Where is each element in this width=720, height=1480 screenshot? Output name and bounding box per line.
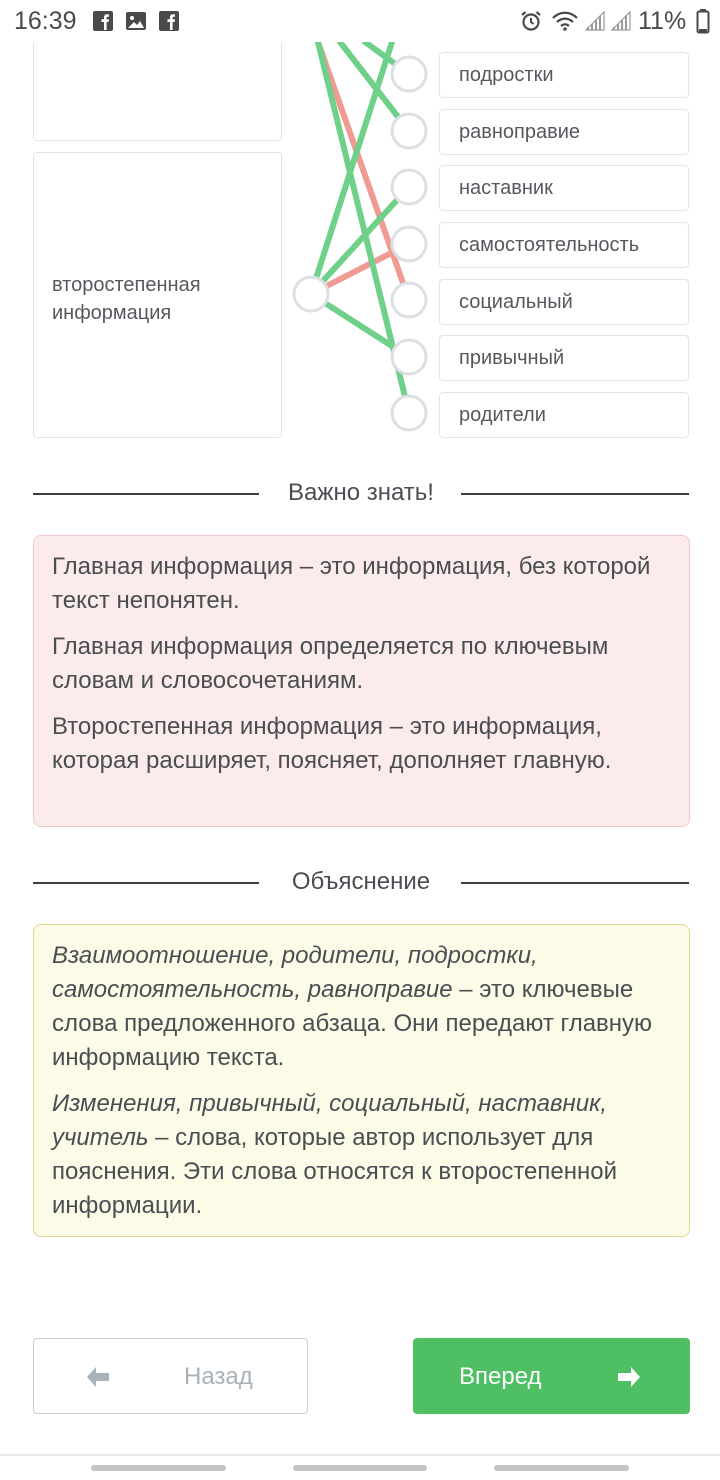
gesture-bar <box>293 1465 427 1471</box>
important-paragraph: Главная информация определяется по ключевым словам и словосочетаниям. <box>52 633 609 694</box>
back-button-label: Назад <box>184 1363 253 1390</box>
word-card[interactable]: наставник <box>439 165 689 211</box>
header-divider-right <box>461 493 689 495</box>
explanation-text: – это ключевые слова предложенного абзаца. Они передают главную информацию текста. <box>52 976 653 1071</box>
explanation-keywords: Взаимоотношение, родители, подростки, самостоятельность, равноправие <box>52 942 538 1003</box>
explanation-title: Объяснение <box>291 868 431 895</box>
important-paragraph: Главная информация – это информация, без которой текст непонятен. <box>52 553 651 614</box>
explanation-header <box>33 868 689 898</box>
explanation-box <box>33 924 690 1237</box>
explanation-text: – слова, которые автор использует для пояснения. Эти слова относятся к второстепенной информации. <box>52 1124 617 1219</box>
arrow-right-icon <box>615 1363 643 1391</box>
word-card[interactable]: равноправие <box>439 109 689 155</box>
word-card[interactable]: социальный <box>439 279 689 325</box>
word-connector-circle <box>392 283 426 317</box>
battery-percent: 11% <box>638 7 687 35</box>
important-title: Важно знать! <box>288 479 434 506</box>
word-card[interactable]: самостоятельность <box>439 222 689 268</box>
back-button[interactable] <box>33 1338 308 1414</box>
bottom-divider <box>0 1454 720 1456</box>
answer-card-text: второстепенная информация <box>52 274 201 324</box>
word-connector-circle <box>392 170 426 204</box>
explanation-paragraph <box>52 1087 671 1223</box>
explanation-paragraph <box>52 939 671 1075</box>
word-card[interactable]: подростки <box>439 52 689 98</box>
gesture-bar <box>91 1465 226 1471</box>
header-divider-right <box>461 882 689 884</box>
important-paragraph: Второстепенная информация – это информация, которая расширяет, поясняет, дополняет главную. <box>52 713 612 774</box>
gesture-bar <box>494 1465 629 1471</box>
word-connector-circle <box>392 396 426 430</box>
answer-connector-circle <box>294 277 328 311</box>
word-connector-circle <box>392 227 426 261</box>
connection-lines <box>0 0 720 450</box>
word-connector-circle <box>392 57 426 91</box>
word-card[interactable]: привычный <box>439 335 689 381</box>
important-header <box>33 479 689 509</box>
word-connector-circle <box>392 114 426 148</box>
explanation-keywords: Изменения, привычный, социальный, наставник, учитель <box>52 1090 608 1151</box>
important-box <box>33 535 690 827</box>
word-card[interactable]: родители <box>439 392 689 438</box>
next-button-label: Вперед <box>459 1363 542 1390</box>
arrow-left-icon <box>84 1363 112 1391</box>
status-time: 16:39 <box>14 7 77 35</box>
word-connector-circle <box>392 340 426 374</box>
next-button[interactable] <box>413 1338 690 1414</box>
